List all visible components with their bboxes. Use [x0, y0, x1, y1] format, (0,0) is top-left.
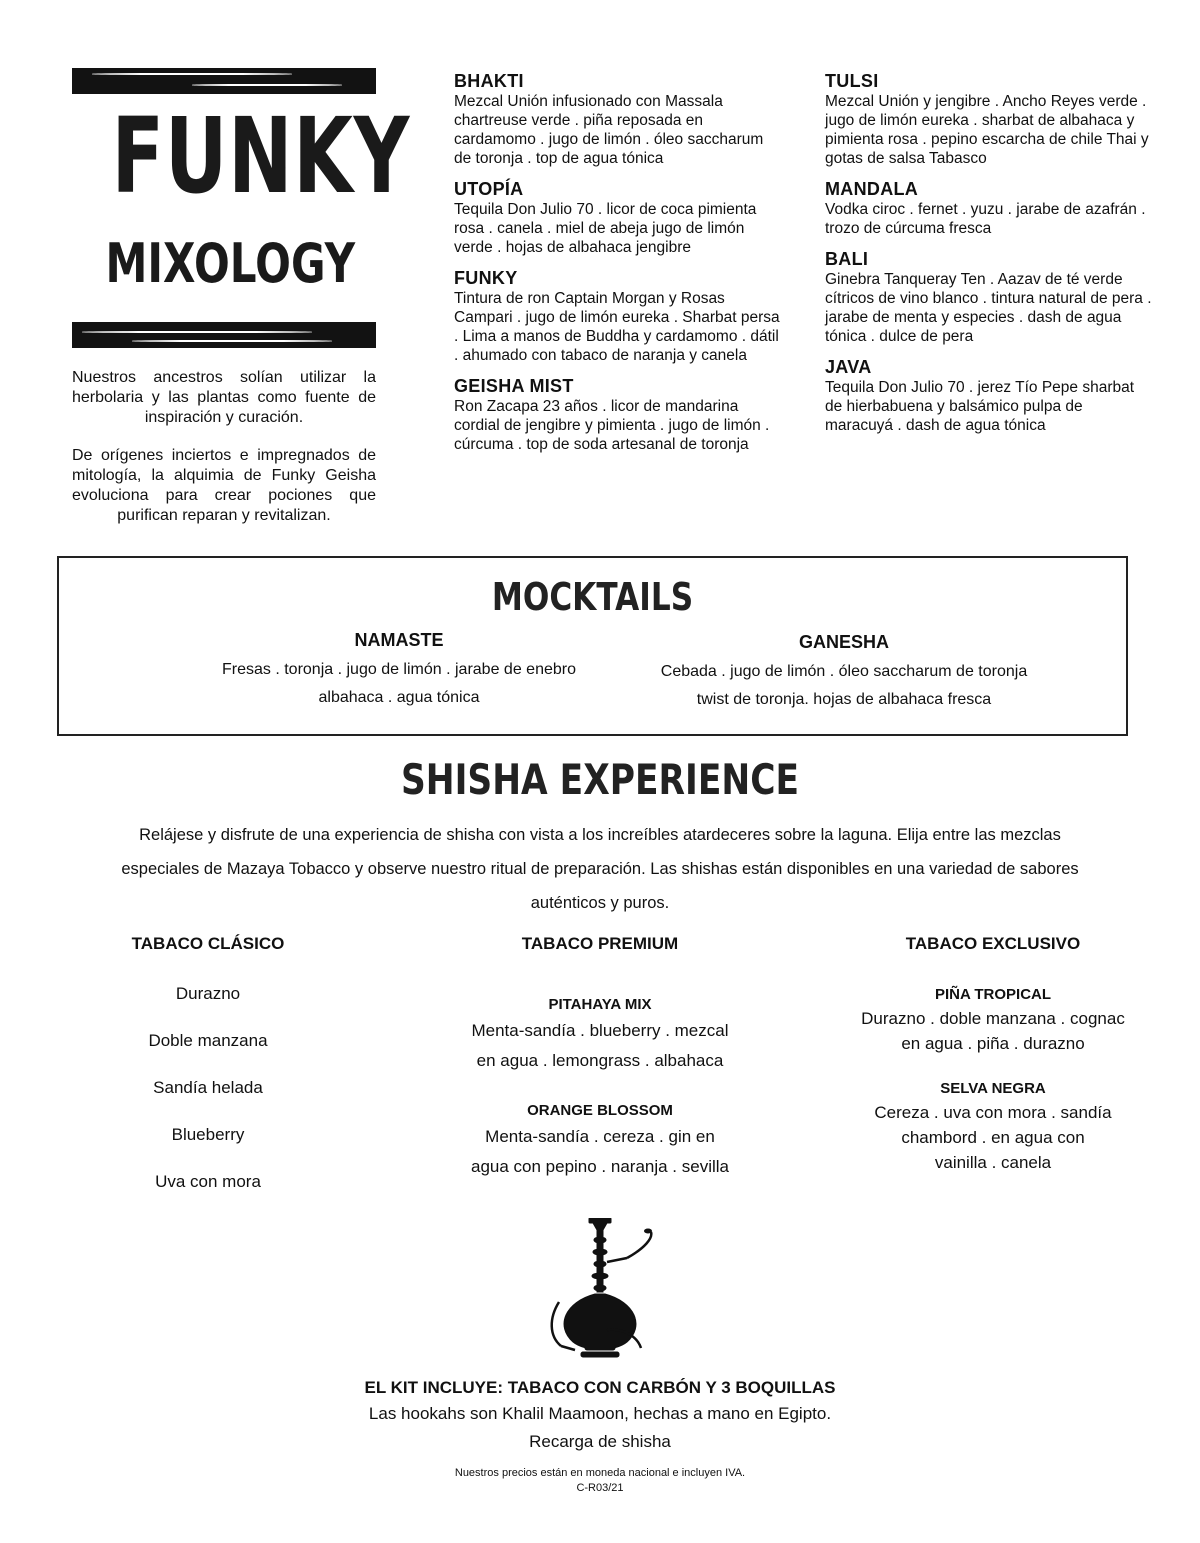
cocktail-item	[825, 248, 1155, 346]
brand-intro	[72, 368, 376, 544]
kit-title: EL KIT INCLUYE: TABACO CON CARBÓN Y 3 BOQUILLAS	[364, 1378, 836, 1397]
tabaco-blend-description: en agua . piña . durazno	[901, 1034, 1085, 1053]
brush-stroke-bottom	[72, 322, 376, 348]
hookah-icon	[545, 1218, 655, 1360]
brand-logo	[72, 68, 411, 350]
brand-title-mixology: MIXOLOGY	[105, 232, 356, 295]
cocktail-name: BALI	[825, 249, 869, 269]
tabaco-clasico-column	[108, 932, 308, 1205]
cocktail-item	[825, 70, 1155, 168]
cocktail-description: Mezcal Unión infusionado con Massala chartreuse verde . piña reposada en cardamomo . jugo de limón . óleo saccharum de toronja . top de agua tónica	[454, 93, 764, 167]
tabaco-blend-description: agua con pepino . naranja . sevilla	[470, 1157, 729, 1176]
mocktail-name: NAMASTE	[354, 630, 444, 650]
mocktail-item	[189, 628, 609, 712]
kit-description: Las hookahs son Khalil Maamoon, hechas a mano en Egipto.	[368, 1404, 832, 1423]
tabaco-blend-description: Durazno . doble manzana . cognac	[861, 1009, 1125, 1028]
tabaco-premium-column	[450, 932, 750, 1182]
footer	[300, 1466, 900, 1496]
intro-paragraph: De orígenes inciertos e impregnados de mitología, la alquimia de Funky Geisha evoluciona para crear pociones que purifican reparan y revitalizan.	[72, 447, 376, 524]
cocktail-description: Tequila Don Julio 70 . jerez Tío Pepe sharbat de hierbabuena y balsámico pulpa de maracuyá . dash de agua tónica	[825, 379, 1135, 434]
tabaco-blend-name: SELVA NEGRA	[940, 1080, 1046, 1097]
cocktail-description: Tequila Don Julio 70 . licor de coca pimienta rosa . canela . miel de abeja jugo de limón verde . hojas de albahaca jengibre	[454, 201, 757, 256]
tabaco-blend-description: Menta-sandía . cereza . gin en	[485, 1127, 715, 1146]
tabaco-blend-description: en agua . lemongrass . albahaca	[476, 1051, 724, 1070]
tabaco-item: Doble manzana	[148, 1031, 268, 1050]
mocktail-description: twist de toronja. hojas de albahaca fresca	[696, 691, 992, 708]
cocktail-description: Vodka ciroc . fernet . yuzu . jarabe de azafrán . trozo de cúrcuma fresca	[825, 201, 1146, 237]
cocktail-description: Mezcal Unión y jengibre . Ancho Reyes verde . jugo de limón eureka . sharbat de albahaca y pimienta rosa . pepino escarcha de chile Thai y gotas de salsa Tabasco	[825, 93, 1149, 167]
shisha-intro: Relájese y disfrute de una experiencia de shisha con vista a los increíbles atardeceres sobre la laguna. Elija entre las mezclas especiales de Mazaya Tobacco y observe nuestro ritual de preparación. Las shishas están disponibles en una variedad de sabores auténticos y puros.	[121, 826, 1079, 912]
tabaco-blend-name: PITAHAYA MIX	[548, 996, 652, 1013]
cocktail-name: BHAKTI	[454, 71, 524, 91]
mocktail-description: albahaca . agua tónica	[318, 689, 480, 706]
brand-title-funky: FUNKY	[111, 95, 411, 217]
tabaco-item: Blueberry	[171, 1125, 245, 1144]
tabaco-blend-description: vainilla . canela	[934, 1153, 1052, 1172]
tabaco-item: Durazno	[175, 984, 241, 1003]
tabaco-blend-description: chambord . en agua con	[901, 1128, 1085, 1147]
footer-note: Nuestros precios están en moneda nacional e incluyen IVA.	[454, 1467, 746, 1479]
mocktail-description: Fresas . toronja . jugo de limón . jarabe de enebro	[222, 661, 576, 678]
cocktail-item	[454, 267, 784, 365]
cocktail-name: JAVA	[825, 357, 872, 377]
cocktail-name: FUNKY	[454, 268, 518, 288]
brush-stroke-top	[72, 68, 376, 94]
tabaco-premium-title: TABACO PREMIUM	[521, 934, 679, 953]
cocktail-name: UTOPÍA	[454, 179, 524, 199]
cocktail-item	[454, 70, 784, 168]
tabaco-clasico-title: TABACO CLÁSICO	[131, 934, 285, 953]
tabaco-exclusivo-title: TABACO EXCLUSIVO	[905, 934, 1081, 953]
tabaco-item: Sandía helada	[153, 1078, 263, 1097]
cocktail-name: TULSI	[825, 71, 879, 91]
cocktail-column-2	[825, 70, 1155, 445]
tabaco-blend-description: Menta-sandía . blueberry . mezcal	[471, 1021, 729, 1040]
mocktail-name: GANESHA	[798, 632, 889, 652]
kit-description: Recarga de shisha	[529, 1432, 671, 1451]
cocktail-name: MANDALA	[825, 179, 919, 199]
tabaco-blend-name: ORANGE BLOSSOM	[527, 1102, 673, 1119]
cocktail-description: Tintura de ron Captain Morgan y Rosas Campari . jugo de limón eureka . Sharbat persa . Lima a manos de Buddha y cardamomo . dátil . ahumado con tabaco de naranja y canela	[454, 290, 780, 364]
tabaco-blend-description: Cereza . uva con mora . sandía	[874, 1103, 1112, 1122]
mocktails-title: MOCKTAILS	[491, 575, 694, 619]
tabaco-exclusivo-column	[843, 932, 1143, 1175]
mocktail-item	[634, 630, 1054, 714]
shisha-kit	[200, 1376, 1000, 1456]
tabaco-item: Uva con mora	[155, 1172, 261, 1191]
mocktails-box	[57, 556, 1128, 736]
cocktail-item	[825, 178, 1155, 238]
shisha-title: SHISHA EXPERIENCE	[400, 755, 800, 804]
cocktail-item	[454, 375, 784, 454]
cocktail-description: Ron Zacapa 23 años . licor de mandarina cordial de jengibre y pimienta . jugo de limón . cúrcuma . top de soda artesanal de toronja	[454, 398, 770, 453]
cocktail-description: Ginebra Tanqueray Ten . Aazav de té verde cítricos de vino blanco . tintura natural de pera . jarabe de menta y especies . dash de agua tónica . dulce de pera	[825, 271, 1152, 345]
cocktail-name: GEISHA MIST	[454, 376, 574, 396]
mocktail-description: Cebada . jugo de limón . óleo saccharum de toronja	[660, 663, 1028, 680]
tabaco-blend-name: PIÑA TROPICAL	[934, 986, 1052, 1003]
footer-code: C-R03/21	[576, 1482, 624, 1494]
cocktail-item	[825, 356, 1155, 435]
intro-paragraph: Nuestros ancestros solían utilizar la herbolaria y las plantas como fuente de inspiración y curación.	[72, 369, 376, 426]
cocktail-column-1	[454, 70, 784, 464]
cocktail-item	[454, 178, 784, 257]
